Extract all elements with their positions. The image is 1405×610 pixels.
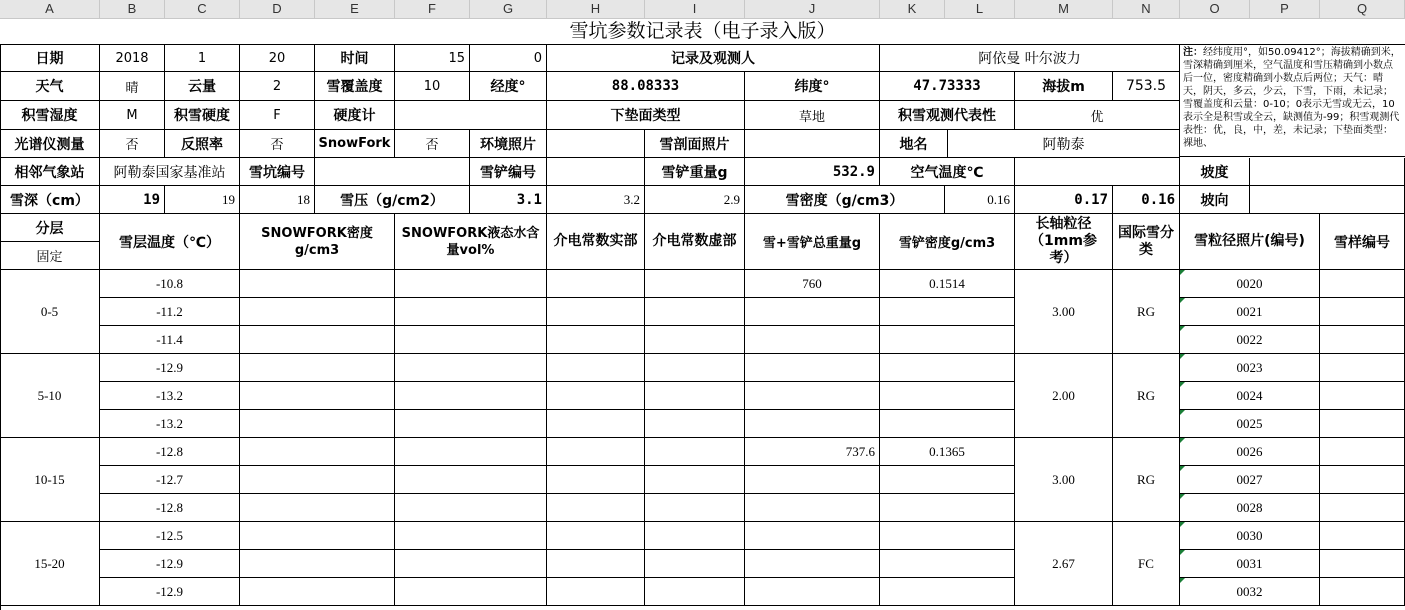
grain-photo-cell[interactable]: 0020	[1180, 270, 1320, 298]
dielectric-real-cell[interactable]	[547, 270, 645, 298]
column-header-q[interactable]: Q	[1320, 0, 1405, 18]
dielectric-imag-cell[interactable]	[645, 522, 745, 550]
longitude-cell[interactable]: 88.08333	[547, 72, 745, 101]
total-weight-cell[interactable]	[745, 298, 880, 326]
comment-indicator-icon	[1180, 298, 1185, 303]
dielectric-real-cell[interactable]	[547, 578, 645, 606]
aspect-label[interactable]: 坡向	[1180, 186, 1250, 214]
snowfork-density-cell[interactable]	[240, 298, 395, 326]
humidity-cell[interactable]: M	[100, 101, 165, 130]
header-snowfork-water[interactable]: SNOWFORK液态水含量vol%	[395, 214, 547, 270]
surface-label[interactable]: 下垫面类型	[547, 101, 745, 130]
density-1-cell[interactable]: 0.16	[945, 186, 1015, 214]
grain-photo-cell[interactable]: 0026	[1180, 438, 1320, 466]
depth-3-cell[interactable]: 18	[240, 186, 315, 214]
dielectric-imag-cell[interactable]	[645, 326, 745, 354]
layer-class[interactable]: FC	[1113, 522, 1180, 606]
representativeness-cell[interactable]: 优	[1015, 101, 1180, 130]
total-weight-cell[interactable]	[745, 466, 880, 494]
grain-photo-cell[interactable]: 0032	[1180, 578, 1320, 606]
total-weight-cell[interactable]	[745, 354, 880, 382]
spectrometer-cell[interactable]: 否	[100, 130, 165, 158]
swe-label[interactable]: 雪压（g/cm2）	[315, 186, 470, 214]
dielectric-real-cell[interactable]	[547, 466, 645, 494]
cover-label[interactable]: 雪覆盖度	[315, 72, 395, 101]
snowfork-water-cell[interactable]	[395, 466, 547, 494]
snowfork-density-cell[interactable]	[240, 438, 395, 466]
layer-temp-cell[interactable]: -12.9	[100, 578, 240, 606]
layer-grain-size[interactable]: 3.00	[1015, 270, 1113, 354]
air-temp-label[interactable]: 空气温度℃	[880, 158, 1015, 186]
albedo-cell[interactable]: 否	[240, 130, 315, 158]
dielectric-imag-cell[interactable]	[645, 270, 745, 298]
total-weight-cell[interactable]	[745, 550, 880, 578]
header-grain-size[interactable]: 长轴粒径（1mm参考）	[1015, 214, 1113, 270]
sample-id-cell[interactable]	[1320, 466, 1405, 494]
snowfork-water-cell[interactable]	[395, 382, 547, 410]
dielectric-real-cell[interactable]	[547, 382, 645, 410]
grain-photo-cell[interactable]: 0024	[1180, 382, 1320, 410]
header-shovel-density[interactable]: 雪铲密度g/cm3	[880, 214, 1015, 270]
dielectric-imag-cell[interactable]	[645, 550, 745, 578]
notes-cell[interactable]	[1180, 45, 1405, 157]
grain-photo-cell[interactable]: 0028	[1180, 494, 1320, 522]
sample-id-cell[interactable]	[1320, 550, 1405, 578]
layer-temp-cell[interactable]: -12.5	[100, 522, 240, 550]
cloud-label[interactable]: 云量	[165, 72, 240, 101]
surface-cell[interactable]: 草地	[745, 101, 880, 130]
layer-temp-cell[interactable]: -10.8	[100, 270, 240, 298]
snowfork-density-cell[interactable]	[240, 550, 395, 578]
shovel-density-cell[interactable]	[880, 410, 1015, 438]
grain-photo-cell[interactable]: 0023	[1180, 354, 1320, 382]
snowfork-water-cell[interactable]	[395, 354, 547, 382]
year-cell[interactable]: 2018	[100, 45, 165, 72]
snowfork-water-cell[interactable]	[395, 550, 547, 578]
swe-3-cell[interactable]: 2.9	[645, 186, 745, 214]
comment-indicator-icon	[1180, 578, 1185, 583]
comment-indicator-icon	[1180, 494, 1185, 499]
shovel-density-cell[interactable]	[880, 466, 1015, 494]
note-prefix: 注：	[1183, 47, 1203, 58]
layer-temp-cell[interactable]: -12.8	[100, 438, 240, 466]
dielectric-imag-cell[interactable]	[645, 382, 745, 410]
sample-id-cell[interactable]	[1320, 382, 1405, 410]
date-label[interactable]: 日期	[0, 45, 100, 72]
snowfork-water-cell[interactable]	[395, 326, 547, 354]
density-label[interactable]: 雪密度（g/cm3）	[745, 186, 945, 214]
dielectric-real-cell[interactable]	[547, 326, 645, 354]
dielectric-real-cell[interactable]	[547, 354, 645, 382]
layer-range[interactable]: 5-10	[0, 354, 100, 438]
column-header-h[interactable]: H	[547, 0, 645, 18]
shovel-id-label[interactable]: 雪铲编号	[470, 158, 547, 186]
header-snowfork-density[interactable]: SNOWFORK密度g/cm3	[240, 214, 395, 270]
shovel-density-cell[interactable]	[880, 326, 1015, 354]
comment-indicator-icon	[1180, 466, 1185, 471]
snowfork-density-cell[interactable]	[240, 578, 395, 606]
profile-photo-cell[interactable]	[745, 130, 880, 158]
comment-indicator-icon	[1180, 326, 1185, 331]
slope-cell[interactable]	[1250, 158, 1405, 186]
meter-cell[interactable]	[395, 101, 547, 130]
shovel-density-cell[interactable]	[880, 522, 1015, 550]
header-grain-photo[interactable]: 雪粒径照片(编号)	[1180, 214, 1320, 270]
layer-class[interactable]: RG	[1113, 270, 1180, 354]
representativeness-label[interactable]: 积雪观测代表性	[880, 101, 1015, 130]
hardness-cell[interactable]: F	[240, 101, 315, 130]
dielectric-real-cell[interactable]	[547, 550, 645, 578]
snowfork-water-cell[interactable]	[395, 522, 547, 550]
sample-id-cell[interactable]	[1320, 438, 1405, 466]
place-label[interactable]: 地名	[880, 130, 948, 158]
column-header-c[interactable]: C	[165, 0, 240, 18]
layer-temp-cell[interactable]: -13.2	[100, 410, 240, 438]
dielectric-imag-cell[interactable]	[645, 438, 745, 466]
column-header-a[interactable]: A	[0, 0, 100, 18]
total-weight-cell[interactable]	[745, 578, 880, 606]
total-weight-cell[interactable]	[745, 382, 880, 410]
grain-photo-cell[interactable]: 0027	[1180, 466, 1320, 494]
latitude-cell[interactable]: 47.73333	[880, 72, 1015, 101]
snowfork-density-cell[interactable]	[240, 270, 395, 298]
dielectric-real-cell[interactable]	[547, 494, 645, 522]
layer-temp-cell[interactable]: -11.4	[100, 326, 240, 354]
comment-indicator-icon	[1180, 354, 1185, 359]
header-layer-temp[interactable]: 雪层温度（℃）	[100, 214, 240, 270]
column-header-f[interactable]: F	[395, 0, 470, 18]
depth-label[interactable]: 雪深（cm）	[0, 186, 100, 214]
layer-grain-size[interactable]: 3.00	[1015, 438, 1113, 522]
pit-id-cell[interactable]	[315, 158, 470, 186]
month-cell[interactable]: 1	[165, 45, 240, 72]
spectrometer-label[interactable]: 光谱仪测量	[0, 130, 100, 158]
shovel-density-cell[interactable]	[880, 550, 1015, 578]
altitude-label[interactable]: 海拔m	[1015, 72, 1113, 101]
sample-id-cell[interactable]	[1320, 326, 1405, 354]
snowfork-water-cell[interactable]	[395, 410, 547, 438]
shovel-density-cell[interactable]	[880, 494, 1015, 522]
grain-photo-cell[interactable]: 0030	[1180, 522, 1320, 550]
shovel-density-cell[interactable]	[880, 354, 1015, 382]
density-3-cell[interactable]: 0.16	[1113, 186, 1180, 214]
dielectric-real-cell[interactable]	[547, 298, 645, 326]
place-cell[interactable]: 阿勒泰	[948, 130, 1180, 158]
shovel-weight-label[interactable]: 雪铲重量g	[645, 158, 745, 186]
snowfork-water-cell[interactable]	[395, 494, 547, 522]
layer-temp-cell[interactable]: -11.2	[100, 298, 240, 326]
grain-photo-cell[interactable]: 0021	[1180, 298, 1320, 326]
comment-indicator-icon	[1180, 382, 1185, 387]
total-weight-cell[interactable]: 737.6	[745, 438, 880, 466]
total-weight-cell[interactable]	[745, 326, 880, 354]
note-text: 经纬度用°，如50.09412°；海拔精确到米，雪深精确到厘米，空气温度和雪压精确到小数点后一位，密度精确到小数点后两位；天气：晴天，阴天，多云，少云，下雪，下雨，未记录；雪覆盖度和云量：0-10；0表示无雪或无云，10表示全是积雪或全云，缺测值为-99；积雪观测代表性：优，良，中，差，未记录；下垫面类型：裸地、	[1183, 47, 1401, 149]
column-header-p[interactable]: P	[1250, 0, 1320, 18]
observer-cell[interactable]: 阿依曼 叶尔波力	[880, 45, 1180, 72]
layer-range[interactable]: 15-20	[0, 522, 100, 606]
shovel-id-cell[interactable]	[547, 158, 645, 186]
comment-indicator-icon	[1180, 270, 1185, 275]
column-header-d[interactable]: D	[240, 0, 315, 18]
total-weight-cell[interactable]	[745, 410, 880, 438]
snowfork-density-cell[interactable]	[240, 354, 395, 382]
header-dielectric-imag[interactable]: 介电常数虚部	[645, 214, 745, 270]
dielectric-real-cell[interactable]	[547, 438, 645, 466]
weather-cell[interactable]: 晴	[100, 72, 165, 101]
header-international-class[interactable]: 国际雪分类	[1113, 214, 1180, 270]
layer-temp-cell[interactable]: -13.2	[100, 382, 240, 410]
swe-1-cell[interactable]: 3.1	[470, 186, 547, 214]
weather-label[interactable]: 天气	[0, 72, 100, 101]
dielectric-imag-cell[interactable]	[645, 494, 745, 522]
depth-2-cell[interactable]: 19	[165, 186, 240, 214]
layer-range[interactable]: 0-5	[0, 270, 100, 354]
cover-cell[interactable]: 10	[395, 72, 470, 101]
header-fixed[interactable]: 固定	[0, 242, 100, 270]
aspect-cell[interactable]	[1250, 186, 1405, 214]
dielectric-real-cell[interactable]	[547, 410, 645, 438]
snowfork-density-cell[interactable]	[240, 410, 395, 438]
snowfork-density-cell[interactable]	[240, 494, 395, 522]
snowfork-water-cell[interactable]	[395, 438, 547, 466]
cloud-cell[interactable]: 2	[240, 72, 315, 101]
column-header-m[interactable]: M	[1015, 0, 1113, 18]
humidity-label[interactable]: 积雪湿度	[0, 101, 100, 130]
shovel-density-cell[interactable]: 0.1365	[880, 438, 1015, 466]
sample-id-cell[interactable]	[1320, 270, 1405, 298]
snowfork-water-cell[interactable]	[395, 578, 547, 606]
total-weight-cell[interactable]: 760	[745, 270, 880, 298]
column-header-i[interactable]: I	[645, 0, 745, 18]
environment-photo-label[interactable]: 环境照片	[470, 130, 547, 158]
density-2-cell[interactable]: 0.17	[1015, 186, 1113, 214]
shovel-density-cell[interactable]: 0.1514	[880, 270, 1015, 298]
dielectric-imag-cell[interactable]	[645, 466, 745, 494]
sample-id-cell[interactable]	[1320, 410, 1405, 438]
column-header-bar	[0, 0, 1405, 19]
comment-indicator-icon	[1180, 438, 1185, 443]
layer-class[interactable]: RG	[1113, 438, 1180, 522]
column-header-e[interactable]: E	[315, 0, 395, 18]
depth-1-cell[interactable]: 19	[100, 186, 165, 214]
sheet-title[interactable]: 雪坑参数记录表（电子录入版）	[0, 18, 1405, 45]
station-cell[interactable]: 阿勒泰国家基准站	[100, 158, 240, 186]
environment-photo-cell[interactable]	[547, 130, 645, 158]
column-header-b[interactable]: B	[100, 0, 165, 18]
column-header-g[interactable]: G	[470, 0, 547, 18]
snowfork-water-cell[interactable]	[395, 298, 547, 326]
header-dielectric-real[interactable]: 介电常数实部	[547, 214, 645, 270]
layer-range[interactable]: 10-15	[0, 438, 100, 522]
layer-temp-cell[interactable]: -12.9	[100, 550, 240, 578]
layer-temp-cell[interactable]: -12.9	[100, 354, 240, 382]
minute-cell[interactable]: 0	[470, 45, 547, 72]
altitude-cell[interactable]: 753.5	[1113, 72, 1180, 101]
comment-indicator-icon	[1180, 522, 1185, 527]
profile-photo-label[interactable]: 雪剖面照片	[645, 130, 745, 158]
column-header-k[interactable]: K	[880, 0, 945, 18]
station-label[interactable]: 相邻气象站	[0, 158, 100, 186]
sample-id-cell[interactable]	[1320, 522, 1405, 550]
pit-id-label[interactable]: 雪坑编号	[240, 158, 315, 186]
grain-photo-cell[interactable]: 0022	[1180, 326, 1320, 354]
snowfork-cell[interactable]: 否	[395, 130, 470, 158]
layer-temp-cell[interactable]: -12.7	[100, 466, 240, 494]
header-sample-id[interactable]: 雪样编号	[1320, 214, 1405, 270]
column-header-j[interactable]: J	[745, 0, 880, 18]
snowfork-density-cell[interactable]	[240, 466, 395, 494]
comment-indicator-icon	[1180, 550, 1185, 555]
dielectric-real-cell[interactable]	[547, 522, 645, 550]
dielectric-imag-cell[interactable]	[645, 354, 745, 382]
sample-id-cell[interactable]	[1320, 494, 1405, 522]
snowfork-density-cell[interactable]	[240, 326, 395, 354]
layer-temp-cell[interactable]: -12.8	[100, 494, 240, 522]
header-total-weight[interactable]: 雪+雪铲总重量g	[745, 214, 880, 270]
column-header-o[interactable]: O	[1180, 0, 1250, 18]
hardness-label[interactable]: 积雪硬度	[165, 101, 240, 130]
snowfork-density-cell[interactable]	[240, 382, 395, 410]
time-label[interactable]: 时间	[315, 45, 395, 72]
latitude-label[interactable]: 纬度°	[745, 72, 880, 101]
dielectric-imag-cell[interactable]	[645, 578, 745, 606]
observer-label[interactable]: 记录及观测人	[547, 45, 880, 72]
shovel-weight-cell[interactable]: 532.9	[745, 158, 880, 186]
shovel-density-cell[interactable]	[880, 578, 1015, 606]
day-cell[interactable]: 20	[240, 45, 315, 72]
dielectric-imag-cell[interactable]	[645, 410, 745, 438]
layer-grain-size[interactable]: 2.67	[1015, 522, 1113, 606]
layer-class[interactable]: RG	[1113, 354, 1180, 438]
shovel-density-cell[interactable]	[880, 298, 1015, 326]
column-header-n[interactable]: N	[1113, 0, 1180, 18]
albedo-label[interactable]: 反照率	[165, 130, 240, 158]
snowfork-density-cell[interactable]	[240, 522, 395, 550]
column-header-l[interactable]: L	[945, 0, 1015, 18]
grain-photo-cell[interactable]: 0025	[1180, 410, 1320, 438]
sample-id-cell[interactable]	[1320, 578, 1405, 606]
swe-2-cell[interactable]: 3.2	[547, 186, 645, 214]
meter-label[interactable]: 硬度计	[315, 101, 395, 130]
comment-indicator-icon	[1180, 410, 1185, 415]
total-weight-cell[interactable]	[745, 494, 880, 522]
header-layer[interactable]: 分层	[0, 214, 100, 242]
longitude-label[interactable]: 经度°	[470, 72, 547, 101]
shovel-density-cell[interactable]	[880, 382, 1015, 410]
grain-photo-cell[interactable]: 0031	[1180, 550, 1320, 578]
snowfork-water-cell[interactable]	[395, 270, 547, 298]
air-temp-cell[interactable]	[1015, 158, 1180, 186]
sample-id-cell[interactable]	[1320, 298, 1405, 326]
layer-grain-size[interactable]: 2.00	[1015, 354, 1113, 438]
dielectric-imag-cell[interactable]	[645, 298, 745, 326]
hour-cell[interactable]: 15	[395, 45, 470, 72]
slope-label[interactable]: 坡度	[1180, 158, 1250, 186]
snowfork-label[interactable]: SnowFork	[315, 130, 395, 158]
sample-id-cell[interactable]	[1320, 354, 1405, 382]
total-weight-cell[interactable]	[745, 522, 880, 550]
